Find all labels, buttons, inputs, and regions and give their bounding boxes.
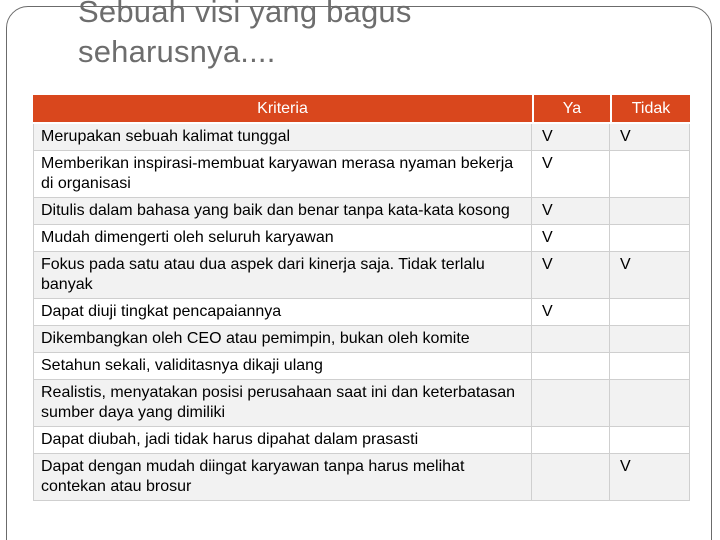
no-cell: V (610, 252, 690, 299)
no-cell (610, 353, 690, 380)
criteria-cell: Realistis, menyatakan posisi perusahaan saat ini dan keterbatasan sumber daya yang dimiliki (33, 380, 532, 427)
table-row (33, 198, 690, 225)
no-cell (610, 380, 690, 427)
slide-title (78, 0, 678, 72)
no-cell (610, 225, 690, 252)
criteria-cell: Memberikan inspirasi-membuat karyawan merasa nyaman bekerja di organisasi (33, 151, 532, 198)
table-row (33, 225, 690, 252)
table-header-row (33, 95, 690, 124)
no-cell (610, 198, 690, 225)
no-cell (610, 299, 690, 326)
table-row (33, 151, 690, 198)
title-line-2: seharusnya.... (78, 34, 276, 69)
no-cell (610, 427, 690, 454)
yes-cell (532, 380, 610, 427)
header-yes: Ya (532, 95, 610, 124)
table-row (33, 353, 690, 380)
criteria-cell: Setahun sekali, validitasnya dikaji ulang (33, 353, 532, 380)
yes-cell (532, 326, 610, 353)
table-row (33, 299, 690, 326)
yes-cell: V (532, 225, 610, 252)
no-cell (610, 151, 690, 198)
header-no: Tidak (610, 95, 690, 124)
yes-cell (532, 353, 610, 380)
yes-cell: V (532, 252, 610, 299)
table-row (33, 326, 690, 353)
criteria-cell: Merupakan sebuah kalimat tunggal (33, 124, 532, 151)
yes-cell: V (532, 299, 610, 326)
table-row (33, 252, 690, 299)
header-criteria: Kriteria (33, 95, 532, 124)
table-row (33, 124, 690, 151)
criteria-cell: Ditulis dalam bahasa yang baik dan benar tanpa kata-kata kosong (33, 198, 532, 225)
criteria-cell: Dikembangkan oleh CEO atau pemimpin, bukan oleh komite (33, 326, 532, 353)
criteria-cell: Dapat diuji tingkat pencapaiannya (33, 299, 532, 326)
yes-cell (532, 427, 610, 454)
criteria-cell: Dapat diubah, jadi tidak harus dipahat dalam prasasti (33, 427, 532, 454)
yes-cell: V (532, 151, 610, 198)
no-cell (610, 326, 690, 353)
criteria-cell: Mudah dimengerti oleh seluruh karyawan (33, 225, 532, 252)
title-line-1: Sebuah visi yang bagus (78, 0, 412, 29)
table-row (33, 427, 690, 454)
criteria-cell: Dapat dengan mudah diingat karyawan tanpa harus melihat contekan atau brosur (33, 454, 532, 501)
yes-cell (532, 454, 610, 501)
table-row (33, 454, 690, 501)
no-cell: V (610, 124, 690, 151)
no-cell: V (610, 454, 690, 501)
table-row (33, 380, 690, 427)
yes-cell: V (532, 124, 610, 151)
yes-cell: V (532, 198, 610, 225)
criteria-cell: Fokus pada satu atau dua aspek dari kinerja saja. Tidak terlalu banyak (33, 252, 532, 299)
criteria-table (33, 95, 690, 501)
